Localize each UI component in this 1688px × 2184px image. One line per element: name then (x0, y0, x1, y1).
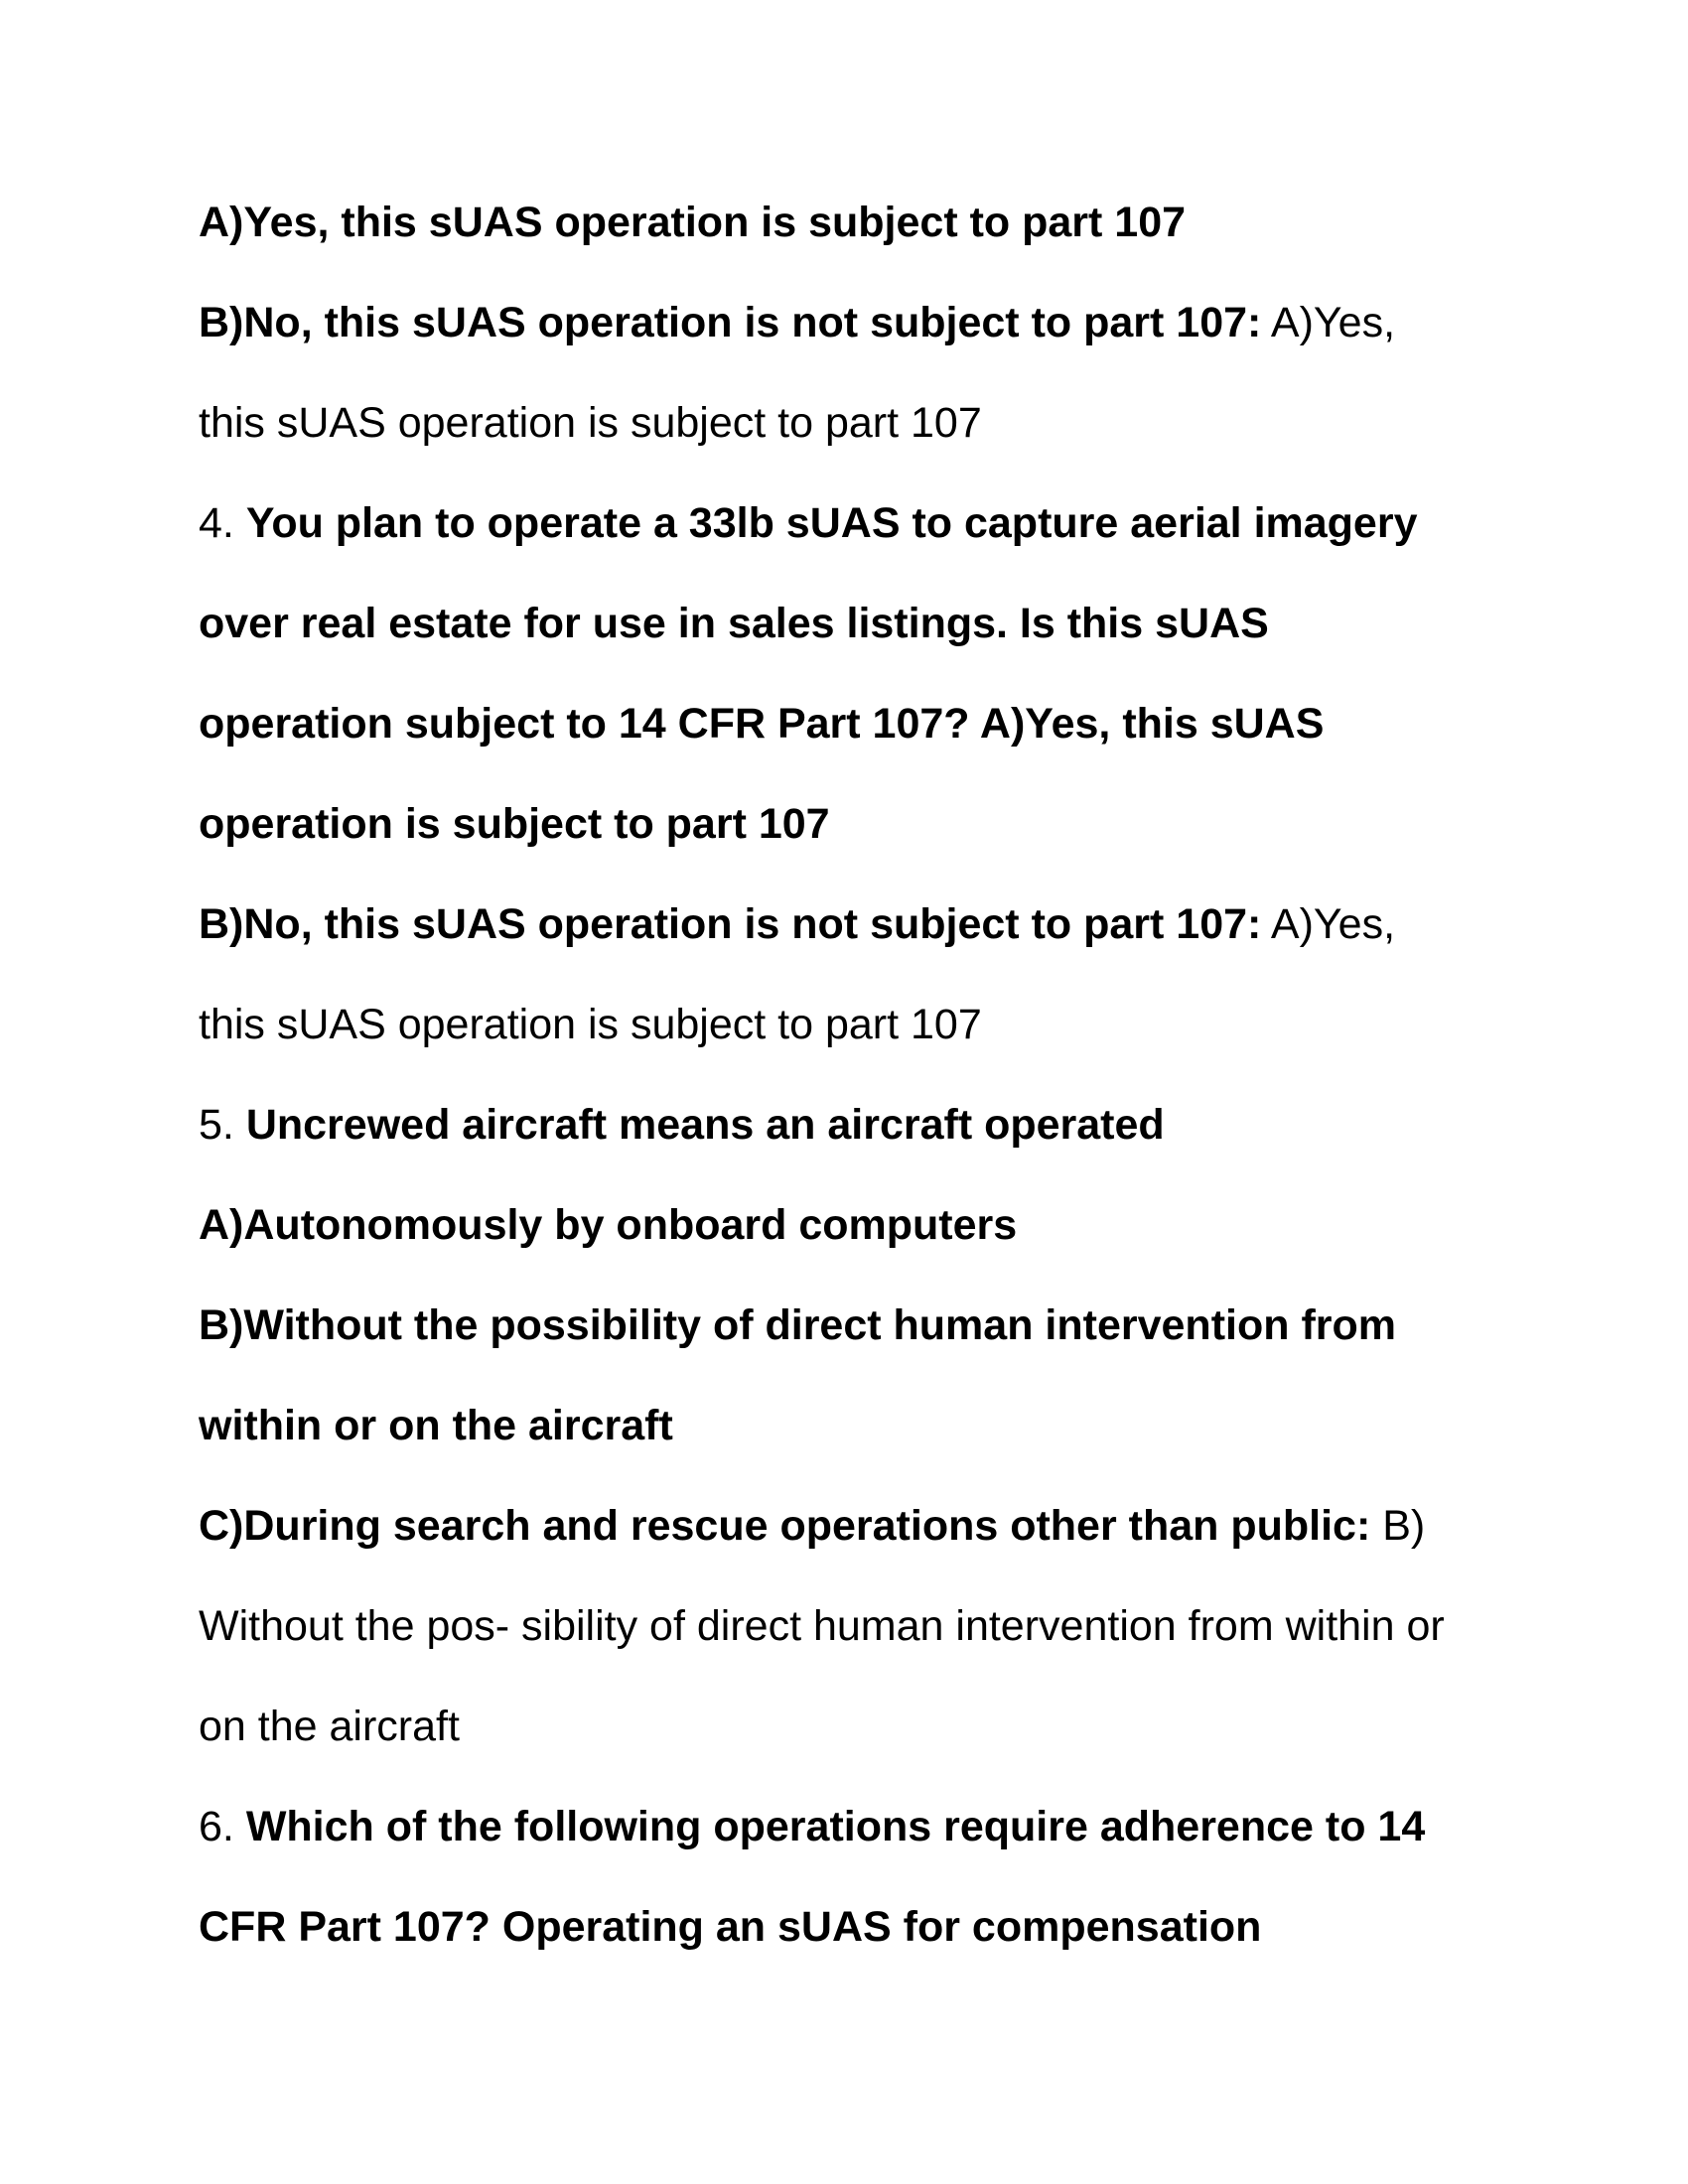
q6-question-cont: CFR Part 107? Operating an sUAS for compensation (199, 1903, 1262, 1951)
q3-answer: A)Yes, (1270, 299, 1396, 346)
q4-option-b-line (199, 898, 1509, 950)
q5-option-b: B)Without the possibility of direct human intervention from (199, 1301, 1396, 1349)
q6-number: 6. (199, 1803, 234, 1850)
q4-question: You plan to operate a 33lb sUAS to capture aerial imagery (245, 499, 1418, 547)
q5-answer-cont-2: on the aircraft (199, 1703, 460, 1750)
q4-question-line (199, 497, 1509, 549)
q3-option-b-line (199, 297, 1509, 348)
q4-answer: A)Yes, (1270, 900, 1396, 948)
q5-option-c-line (199, 1500, 1509, 1552)
q5-answer-cont-1: Without the pos- sibility of direct human intervention from within or (199, 1602, 1445, 1650)
q4-number: 4. (199, 499, 234, 547)
q3-answer-cont: this sUAS operation is subject to part 107 (199, 399, 982, 447)
q5-question: Uncrewed aircraft means an aircraft operated (245, 1101, 1165, 1149)
q6-question: Which of the following operations require adherence to 14 (245, 1803, 1426, 1850)
q4-question-cont-1: over real estate for use in sales listings. Is this sUAS (199, 600, 1269, 647)
q5-option-b-cont: within or on the aircraft (199, 1402, 673, 1449)
q5-answer: B) (1382, 1502, 1426, 1550)
q5-option-a: A)Autonomously by onboard computers (199, 1201, 1018, 1249)
q3-option-b: B)No, this sUAS operation is not subject to part 107: (199, 299, 1262, 346)
q4-question-cont-3: operation is subject to part 107 (199, 800, 830, 848)
q4-question-cont-2: operation subject to 14 CFR Part 107? A)Yes, this sUAS (199, 700, 1325, 748)
q5-option-c: C)During search and rescue operations other than public: (199, 1502, 1371, 1550)
q6-question-line (199, 1801, 1509, 1852)
q4-option-b: B)No, this sUAS operation is not subject to part 107: (199, 900, 1262, 948)
q5-question-line (199, 1099, 1509, 1151)
q3-option-a: A)Yes, this sUAS operation is subject to part 107 (199, 199, 1187, 246)
q5-number: 5. (199, 1101, 234, 1149)
q4-answer-cont: this sUAS operation is subject to part 107 (199, 1001, 982, 1048)
